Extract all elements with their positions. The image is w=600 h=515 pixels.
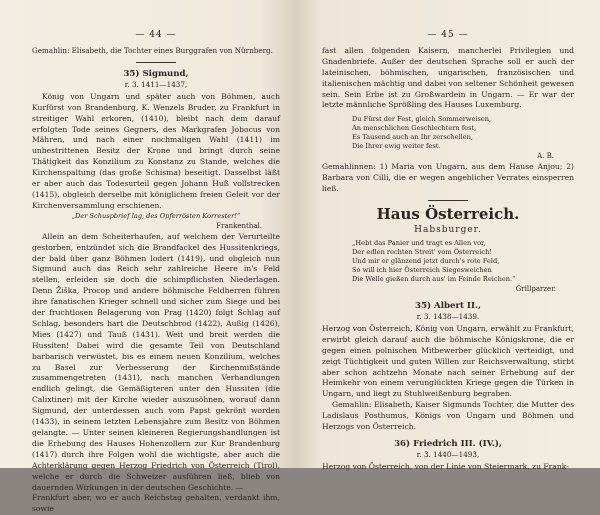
poem-line: An menschlichen Geschlechtern fest, — [352, 124, 477, 133]
right-page — [296, 0, 600, 471]
spouse-note: Gemahlin: Elisabeth, Kaiser Sigmunds Tochter, die Mutter des Ladislaus Posthumus, Königs von Ungarn und Böhmen und Herzogs von Österreich. — [322, 400, 574, 432]
poem-line: Der edlen rechten Streit' vom Österreich! — [352, 247, 492, 256]
spouse-note: Gemahlin: Elisabeth, die Tochter eines Burggrafen von Nürnberg. — [32, 45, 273, 55]
entry-dates: r. 3. 1411—1437, — [124, 79, 188, 89]
paragraph: Herzog von Österreich, König von Ungarn, erwählt zu Frankfurt, erwirbt gleich darauf auch die böhmische Königskrone, die er gegen einen polnischen Mitbewerber glücklich verteidigt, und zeigt Tüchtigkeit und guten Willen zur Reichsverwaltung, stirbt aber schon achtzehn Monate nach seiner Erhebung auf der Heimkehr von einem verunglückten Kriege gegen die Türken in Ungarn, und liegt zu Stuhlweißenburg begraben. — [322, 323, 574, 399]
poem-signature: A. B. — [537, 152, 554, 161]
poem-line: So will ich hier Österreich Siegesweichen — [352, 265, 492, 274]
poem-attribution: Grillparzer. — [515, 284, 556, 293]
paragraph: König von Ungarn und später auch von Böhmen, auch Kurfürst von Brandenburg, K. Wenzels Bruder, zu Frankfurt in streitiger Wahl erkoren, (1410), bleibt nach dem darauf erfolgten Tode seines Gegners, des Markgrafen Jobocus von Mähren, und nach einer nochmaligen Wahl (1411) im unbestrittenen Besitz der Krone und bringt durch seine Thätigkeit das Konzilium zu Konstanz zu Stande, welches die Kirchenspaltung (das große Schisma) beseitigt. Dasselbst läßt er aber auch das Todesurteil gegen Johann Huß vollstrecken (1415), obgleich derselbe mit königlichem freien Geleit vor der Kirchenversammlung erschienen. — [32, 91, 280, 210]
poem — [352, 239, 574, 284]
left-page — [0, 0, 296, 514]
divider — [136, 62, 176, 63]
poem-line: Es Tausend auch an Ihr zerschellen, — [352, 133, 474, 142]
divider — [428, 200, 468, 201]
poem-line: „Hebt das Panier und tragt es Allen vor, — [352, 238, 486, 247]
house-title: Haus Österreich. — [376, 204, 520, 223]
paragraph: Frankfurt aber, wo er auch Reichstag gehalten, verdankt ihm, sowie — [32, 493, 280, 514]
quote-attribution: Frankenthal. — [216, 221, 262, 230]
entry-title: 35) Sigmund, — [123, 68, 189, 79]
poem-line: Die Ihrer ewig weiter fest. — [352, 142, 441, 151]
entry-title: 36) Friedrich III. (IV.), — [394, 438, 502, 449]
quote: „Der Schuspbrief lag, des Opferrösten Korrester!“ — [71, 211, 241, 220]
poem-line: Die Welle gießen durch aus' im Feinde Reichen.“ — [352, 274, 516, 283]
poem — [352, 115, 574, 151]
paragraph: Herzog von Österreich, von der Linie von Steiermark, zu Frank- — [322, 461, 569, 471]
page-number: — 44 — — [135, 30, 177, 40]
paragraph: Allein an dem Scheiterhaufen, auf welchem der Verurteilte gestorben, entzündet sich die Brandfackel des Hussitenkriegs, der bald über ganz Böhmen lodert (1419), und obgleich nun Sigmund auch das Reich sehr zahlreiche Heere in's Feld stellen, erleiden sie doch die schimpflichsten Niederlagen. Denn Žiška, Procop und andere böhmische Feldherren führen ihre fanatischen Krieger schnell und sicher zum Siege und bei der fruchtlosen Belagerung von Prag (1420) folgt Schlag auf Schlag, besonders hart die Deutschbrod (1422), Außig (1426), Mies (1427) und Tauß (1431). Weit und breit werden die Hussiten! Dabei wird die gesamte Teil von Deutschland barbarisch verwüstet, bis es einem neuen Konzilium, welches zu Basel zur Verbesserung der Kirchenmißstände zusammengetreten (1431), nach manchen Verhandlungen endlich gelingt, die Gemäßigteren unter den Hussiten (die Calixtiner) mit der Kirche wieder auszusöhnen, worauf dann Sigmund, der unterdessen auch vom Papst gekrönt worden (1433), in seinem letzten Lebensjahre zum Besitz von Böhmen gelangte. — Unter seinen kleineren Regierungshandlungen ist die Erhebung des Hauses Hohenzollern zur Kur Brandenburg (1417) durch ihre Folgen wohl die wichtigste, aber auch die Achterklärung gegen Herzog Friedrich von Österreich (Tirol), welche er durch die Schweizer ausführen ließ, blieb von dauernden Wirkungen in der deutschen Geschichte. — — [32, 231, 280, 492]
entry-title: 35) Albert II., — [415, 300, 481, 311]
spouse-note: Gemahlinnen: 1) Maria von Ungarn, aus dem Hause Anjou; 2) Barbara von Cilli, die er wegen angeblicher Verrates einsperren ließ. — [322, 162, 574, 194]
page-number: — 45 — — [427, 30, 469, 40]
entry-dates: r. 3. 1440—1493, — [416, 449, 480, 459]
entry-dates: r. 3. 1438—1439. — [416, 311, 480, 321]
house-subtitle: Habsburger. — [414, 224, 482, 235]
poem-line: Und mir er glänzend jetzt durch's rote Feld, — [352, 256, 500, 265]
paragraph: fast allen folgenden Kaisern, mancherlei Privilegien und Gnadenbriefe. Außer der deutschen Sprache soll er auch der lateinischen, böhmischen, ungarischen, französischen und italienischen mächtig und dabei von seltener Schönheit gewesen sein. Sein Erbe ist zu Großwardein in Ungarn. — Er war der letzte männliche Sprößling des Hauses Luxemburg. — [322, 45, 574, 110]
poem-line: Du Fürst der Fest, gleich Sommerweisen, — [352, 115, 492, 124]
